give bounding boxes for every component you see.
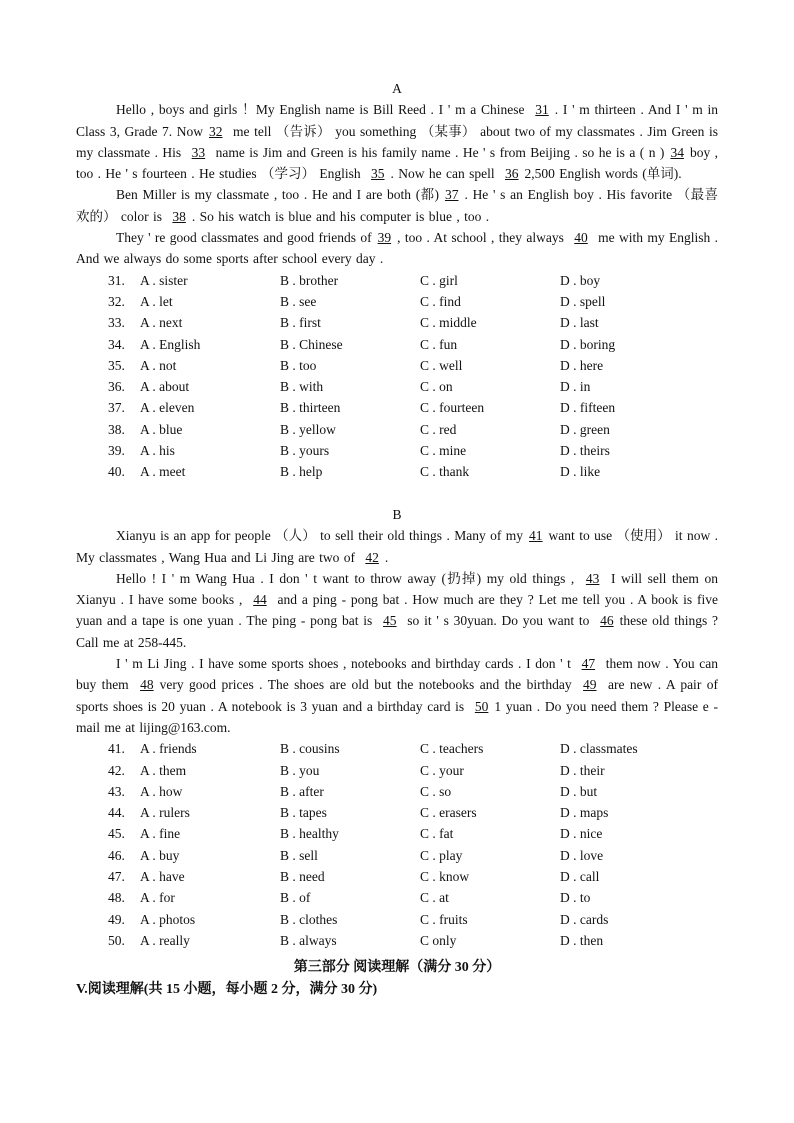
passage-text: me with my English . And we always do some sports after school every day . [76, 230, 718, 267]
option-b: B . yellow [280, 421, 336, 437]
answer-blank: 43 [585, 570, 600, 586]
option-c: C . middle [420, 315, 477, 331]
answer-blank: 44 [253, 592, 267, 608]
answer-blank: 48 [140, 677, 154, 693]
section-b-title: B [392, 506, 402, 522]
question-row [76, 930, 718, 951]
option-c: C . fruits [420, 911, 468, 927]
option-a: A . for [140, 890, 175, 906]
option-a: A . his [140, 443, 175, 459]
option-b: B . too [280, 357, 317, 373]
option-d: D . boy [560, 272, 601, 288]
option-d: D . boring [560, 336, 616, 352]
option-a: A . really [140, 932, 190, 948]
option-c: C . so [420, 783, 452, 799]
option-a: A . not [140, 357, 177, 373]
option-b: B . tapes [280, 805, 327, 821]
option-c: C . well [420, 357, 463, 373]
passage-paragraph [76, 184, 718, 227]
option-a: A . eleven [140, 400, 195, 416]
option-a: A . friends [140, 741, 197, 757]
question-row [76, 802, 718, 823]
passage-text: Hello , boys and girls ！My English name is Bill Reed . I ' m a Chinese [116, 102, 530, 118]
passage-text: , too . At school , they always [397, 230, 569, 246]
question-number: 48. [108, 890, 125, 906]
option-d: D . love [560, 847, 604, 863]
question-row [76, 419, 718, 440]
answer-blank: 49 [583, 677, 597, 693]
reading-section-heading: V.阅读理解(共 15 小题，每小题 2 分，满分 30 分) [76, 982, 378, 998]
question-row [76, 270, 718, 291]
question-row [76, 461, 718, 482]
option-a: A . photos [140, 911, 196, 927]
question-row [76, 909, 718, 930]
option-b: B . clothes [280, 911, 338, 927]
option-b: B . yours [280, 443, 330, 459]
answer-blank: 33 [191, 144, 206, 160]
option-d: D . then [560, 932, 604, 948]
question-number: 45. [108, 826, 125, 842]
answer-blank: 32 [208, 123, 223, 139]
option-c: C . girl [420, 272, 458, 288]
passage-text: I will sell them on Xianyu . I have some books , [76, 570, 718, 608]
question-number: 31. [108, 272, 125, 288]
option-a: A . rulers [140, 805, 190, 821]
question-number: 39. [108, 443, 125, 459]
passage-text: boy , too . He ' s fourteen . He studies （学习） English [76, 144, 719, 182]
answer-blank: 35 [371, 166, 385, 182]
option-b: B . thirteen [280, 400, 341, 416]
option-b: B . always [280, 932, 337, 948]
question-row [76, 845, 718, 866]
option-a: A . about [140, 379, 190, 395]
answer-blank: 50 [474, 698, 489, 714]
answer-blank: 40 [574, 230, 588, 246]
question-number: 33. [108, 315, 125, 331]
passage-text: Ben Miller is my classmate , too . He and I are both (都) [116, 187, 439, 203]
question-number: 44. [108, 805, 125, 821]
answer-blank: 37 [444, 187, 459, 203]
question-number: 34. [108, 336, 125, 352]
passage-text: and a ping - pong bat . How much are they ? Let me tell you . A book is five yuan and a tape is one yuan . The ping - pong bat is [76, 592, 718, 629]
option-a: A . let [140, 293, 173, 309]
option-b: B . cousins [280, 741, 340, 757]
option-a: A . sister [140, 272, 188, 288]
option-a: A . them [140, 762, 187, 778]
option-b: B . first [280, 315, 321, 331]
passage-text: . [384, 549, 389, 565]
answer-blank: 39 [377, 230, 392, 246]
question-number: 49. [108, 911, 125, 927]
option-d: D . spell [560, 293, 606, 309]
option-c: C . play [420, 847, 463, 863]
option-d: D . but [560, 783, 598, 799]
option-d: D . last [560, 315, 599, 331]
question-row [76, 866, 718, 887]
passage-text: are new . A pair of sports shoes is 20 yuan . A notebook is 3 yuan and a birthday card is [76, 677, 718, 714]
option-d: D . nice [560, 826, 603, 842]
option-c: C . mine [420, 443, 467, 459]
option-b: B . after [280, 783, 324, 799]
option-d: D . theirs [560, 443, 610, 459]
option-d: D . green [560, 421, 610, 437]
option-a: A . how [140, 783, 183, 799]
option-b: B . Chinese [280, 336, 343, 352]
question-number: 46. [108, 847, 125, 863]
passage-text: very good prices . The shoes are old but the notebooks and the birthday [159, 677, 578, 693]
option-c: C . thank [420, 464, 470, 480]
question-row [76, 738, 718, 759]
option-c: C . on [420, 379, 453, 395]
answer-blank: 36 [505, 166, 519, 182]
option-d: D . here [560, 357, 604, 373]
passage-paragraph [76, 653, 718, 738]
question-row [76, 760, 718, 781]
section-a-passage [76, 99, 718, 269]
option-c: C . find [420, 293, 461, 309]
part-three-title: 第三部分 阅读理解（满分 30 分） [293, 960, 501, 976]
option-c: C . red [420, 421, 457, 437]
option-a: A . buy [140, 847, 180, 863]
option-d: D . call [560, 868, 600, 884]
question-row [76, 887, 718, 908]
option-c: C . teachers [420, 741, 484, 757]
option-d: D . maps [560, 805, 609, 821]
option-b: B . need [280, 868, 325, 884]
question-row [76, 781, 718, 802]
section-a-title: A [392, 81, 402, 96]
question-number: 47. [108, 868, 125, 884]
passage-paragraph [76, 227, 718, 270]
option-c: C . fat [420, 826, 454, 842]
question-row [76, 291, 718, 312]
option-c: C . at [420, 890, 449, 906]
exam-page [76, 78, 718, 1001]
option-c: C . fourteen [420, 400, 485, 416]
question-row [76, 334, 718, 355]
question-number: 50. [108, 932, 125, 948]
question-number: 32. [108, 293, 125, 309]
option-c: C . your [420, 762, 464, 778]
option-b: B . healthy [280, 826, 339, 842]
question-row [76, 355, 718, 376]
answer-blank: 38 [172, 208, 186, 224]
question-row [76, 397, 718, 418]
section-b-questions [76, 738, 718, 951]
passage-paragraph [76, 99, 718, 184]
question-number: 35. [108, 357, 125, 373]
passage-text: me tell （告诉） you something （某事） about two of my classmates . Jim Green is my classmate . His [76, 123, 718, 160]
option-a: A . next [140, 315, 183, 331]
question-number: 41. [108, 741, 125, 757]
question-number: 37. [108, 400, 125, 416]
option-a: A . English [140, 336, 201, 352]
passage-text: I ' m Li Jing . I have some sports shoes , notebooks and birthday cards . I don ' t [116, 656, 576, 672]
option-a: A . have [140, 868, 185, 884]
option-b: B . see [280, 293, 317, 309]
option-b: B . you [280, 762, 320, 778]
option-d: D . in [560, 379, 591, 395]
passage-paragraph [76, 525, 718, 568]
question-row [76, 376, 718, 397]
answer-blank: 45 [383, 613, 397, 629]
passage-text: . So his watch is blue and his computer is blue , too . [191, 208, 490, 224]
section-b-passage [76, 525, 718, 738]
option-c: C . know [420, 868, 470, 884]
question-row [76, 823, 718, 844]
question-row [76, 440, 718, 461]
answer-blank: 41 [529, 528, 543, 544]
option-a: A . blue [140, 421, 183, 437]
answer-blank: 42 [365, 549, 379, 565]
option-a: A . fine [140, 826, 181, 842]
answer-blank: 34 [670, 144, 684, 160]
question-number: 40. [108, 464, 125, 480]
option-c: C . fun [420, 336, 458, 352]
option-d: D . to [560, 890, 591, 906]
question-number: 36. [108, 379, 125, 395]
option-d: D . fifteen [560, 400, 616, 416]
option-a: A . meet [140, 464, 186, 480]
passage-paragraph [76, 568, 718, 653]
option-d: D . their [560, 762, 605, 778]
option-d: D . classmates [560, 741, 638, 757]
passage-text: They ' re good classmates and good friends of [116, 230, 372, 246]
answer-blank: 46 [600, 613, 614, 629]
option-b: B . brother [280, 272, 339, 288]
passage-text: . Now he can spell [390, 166, 500, 182]
passage-text: Xianyu is an app for people （人） to sell their old things . Many of my [116, 528, 524, 544]
option-b: B . with [280, 379, 324, 395]
question-number: 42. [108, 762, 125, 778]
passage-text: . He ' s an English boy . His favorite （最喜欢的） color is [76, 187, 718, 224]
option-d: D . cards [560, 911, 609, 927]
section-a-questions [76, 270, 718, 483]
answer-blank: 47 [581, 656, 596, 672]
passage-text: want to use （使用） it now . My classmates , Wang Hua and Li Jing are two of [76, 528, 718, 565]
passage-text: these old things ? Call me at 258-445. [76, 613, 718, 650]
option-d: D . like [560, 464, 601, 480]
passage-text: Hello ! I ' m Wang Hua . I don ' t want to throw away (扔掉) my old things , [116, 570, 580, 586]
passage-text: name is Jim and Green is his family name . He ' s from Beijing . so he is a ( n ) [211, 144, 665, 160]
passage-text: . I ' m thirteen . And I ' m in Class 3, Grade 7. Now [76, 102, 718, 139]
option-c: C only [420, 932, 457, 948]
passage-text: so it ' s 30yuan. Do you want to [402, 613, 595, 629]
question-number: 38. [108, 421, 125, 437]
option-b: B . help [280, 464, 323, 480]
option-b: B . sell [280, 847, 318, 863]
passage-text: them now . You can buy them [76, 656, 718, 693]
question-row [76, 312, 718, 333]
question-number: 43. [108, 783, 125, 799]
answer-blank: 31 [535, 102, 549, 118]
option-c: C . erasers [420, 805, 477, 821]
passage-text: 2,500 English words (单词). [524, 166, 682, 182]
passage-text: 1 yuan . Do you need them ? Please e - mail me at lijing@163.com. [76, 698, 718, 735]
option-b: B . of [280, 890, 311, 906]
